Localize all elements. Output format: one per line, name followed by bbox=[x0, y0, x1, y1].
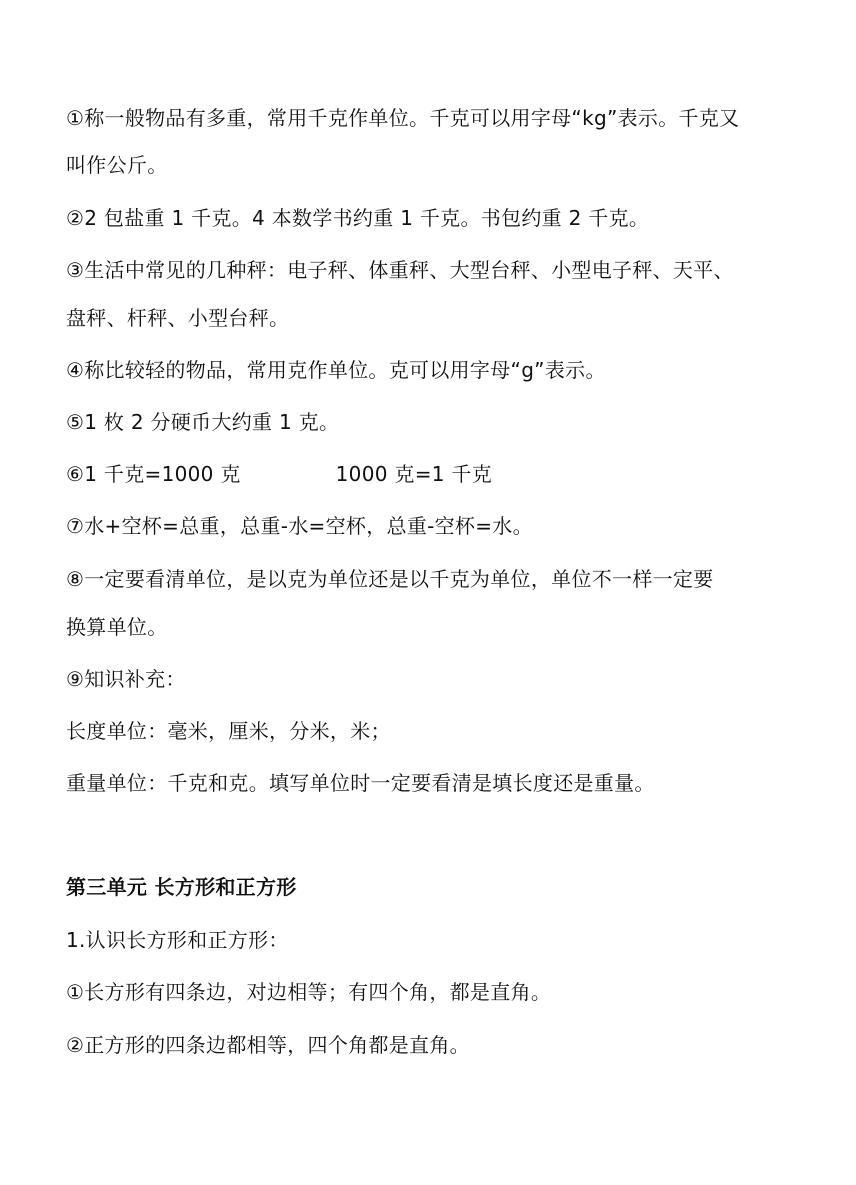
text-line: 长度单位：毫米，厘米，分米，米； bbox=[66, 719, 391, 743]
text-line: ②正方形的四条边都相等，四个角都是直角。 bbox=[66, 1033, 470, 1057]
text-line: ①称一般物品有多重，常用千克作单位。千克可以用字母“kg”表示。千克又 bbox=[66, 106, 740, 130]
section-heading: 第三单元 长方形和正方形 bbox=[66, 875, 297, 899]
text-line: ⑨知识补充： bbox=[66, 667, 186, 691]
text-line: ⑧一定要看清单位，是以克为单位还是以千克为单位，单位不一样一定要 bbox=[66, 567, 714, 591]
conversion-left: ⑥1 千克=1000 克 bbox=[66, 462, 241, 486]
text-line: 重量单位：千克和克。填写单位时一定要看清是填长度还是重量。 bbox=[66, 771, 655, 795]
text-line: 叫作公斤。 bbox=[66, 153, 168, 177]
text-line: 换算单位。 bbox=[66, 615, 168, 639]
text-line: ④称比较轻的物品，常用克作单位。克可以用字母“g”表示。 bbox=[66, 358, 606, 382]
text-line: ⑦水+空杯=总重，总重-水=空杯，总重-空杯=水。 bbox=[66, 514, 533, 538]
text-line bbox=[66, 460, 492, 488]
text-line: ⑤1 枚 2 分硬币大约重 1 克。 bbox=[66, 410, 340, 434]
conversion-right: 1000 克=1 千克 bbox=[335, 462, 493, 486]
text-line: 盘秤、杆秤、小型台秤。 bbox=[66, 306, 290, 330]
text-line: ①长方形有四条边，对边相等；有四个角，都是直角。 bbox=[66, 980, 552, 1004]
text-line: ③生活中常见的几种秤：电子秤、体重秤、大型台秤、小型电子秤、天平、 bbox=[66, 258, 734, 282]
text-line: ②2 包盐重 1 千克。4 本数学书约重 1 千克。书包约重 2 千克。 bbox=[66, 206, 650, 230]
text-line: 1.认识长方形和正方形： bbox=[66, 928, 289, 952]
